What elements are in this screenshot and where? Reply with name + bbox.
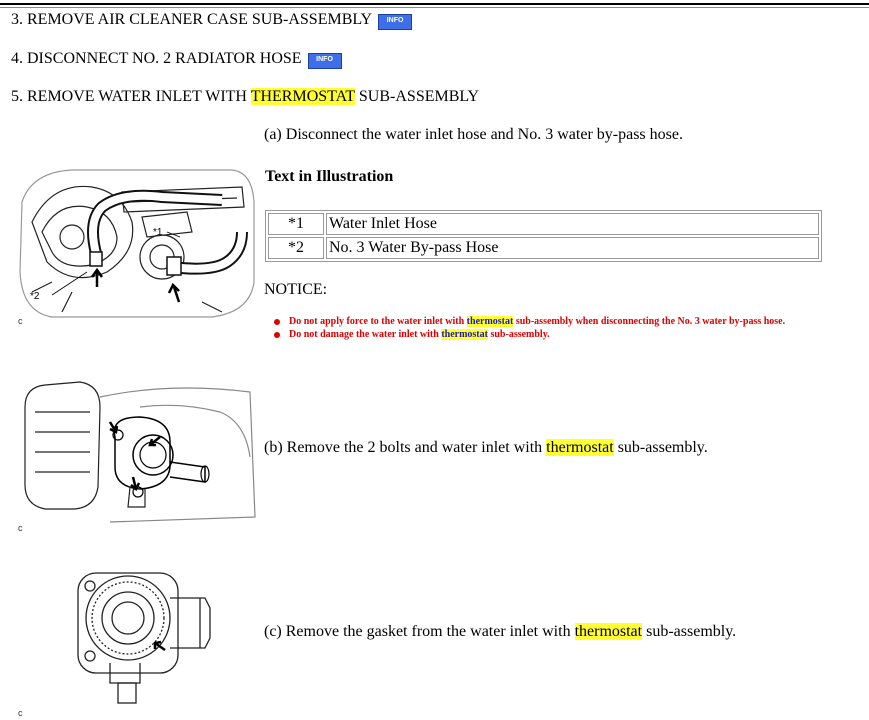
step-3-text: 3. REMOVE AIR CLEANER CASE SUB-ASSEMBLY (11, 11, 373, 28)
notice-item-highlight: thermostat (466, 316, 514, 327)
callout-1: *1 (153, 227, 163, 238)
illustration-mark: c (18, 316, 23, 326)
notice-item-text: Do not apply force to the water inlet with (289, 316, 467, 327)
illustration-heading: Text in Illustration (265, 168, 394, 185)
notice-title: NOTICE: (264, 281, 328, 298)
step-b-prefix: (b) Remove the 2 bolts and water inlet with (264, 439, 547, 456)
notice-item-text: sub-assembly. (487, 329, 550, 340)
top-rule (0, 3, 869, 5)
notice-item-highlight: thermostat (441, 329, 488, 340)
notice-item (289, 316, 785, 327)
notice-item (289, 329, 785, 340)
table-row (268, 213, 819, 235)
illustration-mark: c (18, 708, 23, 718)
illustration-mark: c (18, 523, 23, 533)
step-c-prefix: (c) Remove the gasket from the water inlet with (264, 623, 575, 640)
step-4-info-button[interactable]: INFO (308, 53, 342, 69)
water-inlet-illustration (20, 377, 260, 527)
step-c-suffix: sub-assembly. (642, 623, 737, 640)
table-row (268, 237, 819, 259)
legend-table (265, 210, 822, 262)
step-5-highlight: THERMOSTAT (250, 88, 355, 105)
step-5-heading (11, 88, 479, 106)
step-3-heading (11, 11, 412, 30)
gasket-illustration (70, 568, 230, 708)
notice-item-text: sub-assembly when disconnecting the No. 3 water by-pass hose. (513, 316, 786, 327)
step-b-highlight: thermostat (546, 439, 614, 456)
step-5-prefix: 5. REMOVE WATER INLET WITH (11, 88, 251, 105)
step-4-heading (11, 50, 342, 69)
top-rule-secondary (0, 7, 869, 8)
step-c-highlight: thermostat (574, 623, 643, 640)
legend-label: Water Inlet Hose (326, 213, 819, 235)
legend-num: *1 (268, 213, 324, 235)
step-b-suffix: sub-assembly. (613, 439, 708, 456)
notice-list (289, 316, 785, 342)
step-3-info-button[interactable]: INFO (378, 14, 412, 30)
callout-2: *2 (30, 291, 40, 302)
legend-label: No. 3 Water By-pass Hose (326, 237, 819, 259)
hose-illustration (12, 162, 260, 322)
legend-num: *2 (268, 237, 324, 259)
step-4-text: 4. DISCONNECT NO. 2 RADIATOR HOSE (11, 50, 302, 67)
step-c-text (264, 623, 736, 641)
notice-item-text: Do not damage the water inlet with (289, 329, 442, 340)
step-b-text (264, 439, 708, 457)
step-a-text: (a) Disconnect the water inlet hose and No. 3 water by-pass hose. (264, 126, 683, 143)
step-5-suffix: SUB-ASSEMBLY (354, 88, 480, 105)
